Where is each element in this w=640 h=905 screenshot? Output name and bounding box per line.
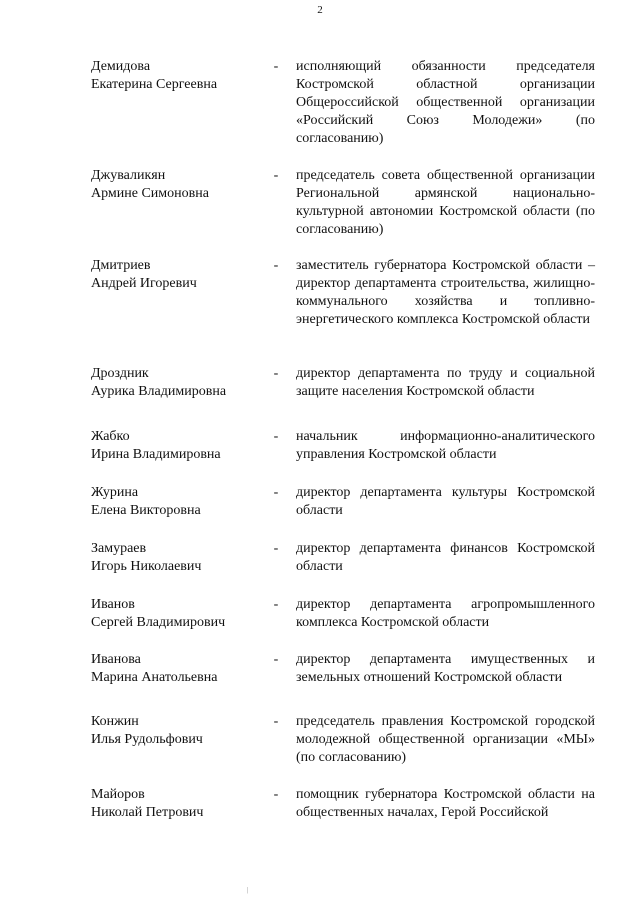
member-role: директор департамента культуры Костромской области	[296, 485, 595, 518]
member-given-names: Игорь Николаевич	[91, 559, 202, 574]
member-role: заместитель губернатора Костромской области – директор департамента строительства, жилищно-коммунального хозяйства и топливно-энергетического комплекса Костромской области	[296, 258, 595, 327]
member-surname: Иванова	[91, 652, 141, 667]
member-name	[91, 257, 271, 293]
member-surname: Джуваликян	[91, 168, 166, 183]
member-surname: Дроздник	[91, 366, 149, 381]
member-given-names: Армине Симоновна	[91, 186, 209, 201]
entry-dash: -	[273, 714, 279, 729]
member-given-names: Елена Викторовна	[91, 503, 201, 518]
entry-dash: -	[273, 652, 279, 667]
member-given-names: Екатерина Сергеевна	[91, 77, 218, 92]
member-name	[91, 651, 271, 687]
member-given-names: Илья Рудольфович	[91, 732, 203, 747]
member-surname: Конжин	[91, 714, 139, 729]
member-role: председатель совета общественной организации Региональной армянской национально-культурной автономии Костромской области (по согласованию)	[296, 168, 595, 237]
member-given-names: Марина Анатольевна	[91, 670, 218, 685]
member-surname: Журина	[91, 485, 139, 500]
member-given-names: Андрей Игоревич	[91, 276, 197, 291]
member-given-names: Сергей Владимирович	[91, 615, 226, 630]
scan-mark: |	[247, 886, 249, 894]
member-name	[91, 428, 271, 464]
member-name	[91, 786, 271, 822]
entry-dash: -	[273, 485, 279, 500]
member-name	[91, 58, 271, 94]
page-number: 2	[317, 4, 323, 16]
member-surname: Иванов	[91, 597, 135, 612]
member-role: начальник информационно-аналитического управления Костромской области	[296, 429, 595, 462]
entry-dash: -	[273, 541, 279, 556]
member-role: директор департамента финансов Костромской области	[296, 541, 595, 574]
member-name	[91, 167, 271, 203]
member-given-names: Ирина Владимировна	[91, 447, 221, 462]
member-role: председатель правления Костромской городской молодежной общественной организации «МЫ» (по согласованию)	[296, 714, 595, 765]
entry-dash: -	[273, 787, 279, 802]
entry-dash: -	[273, 597, 279, 612]
entry-dash: -	[273, 258, 279, 273]
member-name	[91, 540, 271, 576]
entry-dash: -	[273, 429, 279, 444]
member-role: директор департамента имущественных и земельных отношений Костромской области	[296, 652, 595, 685]
entry-dash: -	[273, 168, 279, 183]
member-role: исполняющий обязанности председателя Костромской областной организации Общероссийской общественной организации «Российский Союз Молодежи» (по согласованию)	[296, 59, 595, 146]
member-given-names: Аурика Владимировна	[91, 384, 227, 399]
member-name	[91, 596, 271, 632]
member-given-names: Николай Петрович	[91, 805, 204, 820]
member-name	[91, 484, 271, 520]
member-surname: Дмитриев	[91, 258, 151, 273]
member-surname: Замураев	[91, 541, 147, 556]
member-name	[91, 713, 271, 749]
member-role: помощник губернатора Костромской области на общественных началах, Герой Российской	[296, 787, 595, 820]
entry-dash: -	[273, 366, 279, 381]
member-surname: Демидова	[91, 59, 151, 74]
member-role: директор департамента по труду и социальной защите населения Костромской области	[296, 366, 595, 399]
member-role: директор департамента агропромышленного комплекса Костромской области	[296, 597, 595, 630]
entry-dash: -	[273, 59, 279, 74]
member-surname: Жабко	[91, 429, 130, 444]
member-surname: Майоров	[91, 787, 145, 802]
member-name	[91, 365, 271, 401]
